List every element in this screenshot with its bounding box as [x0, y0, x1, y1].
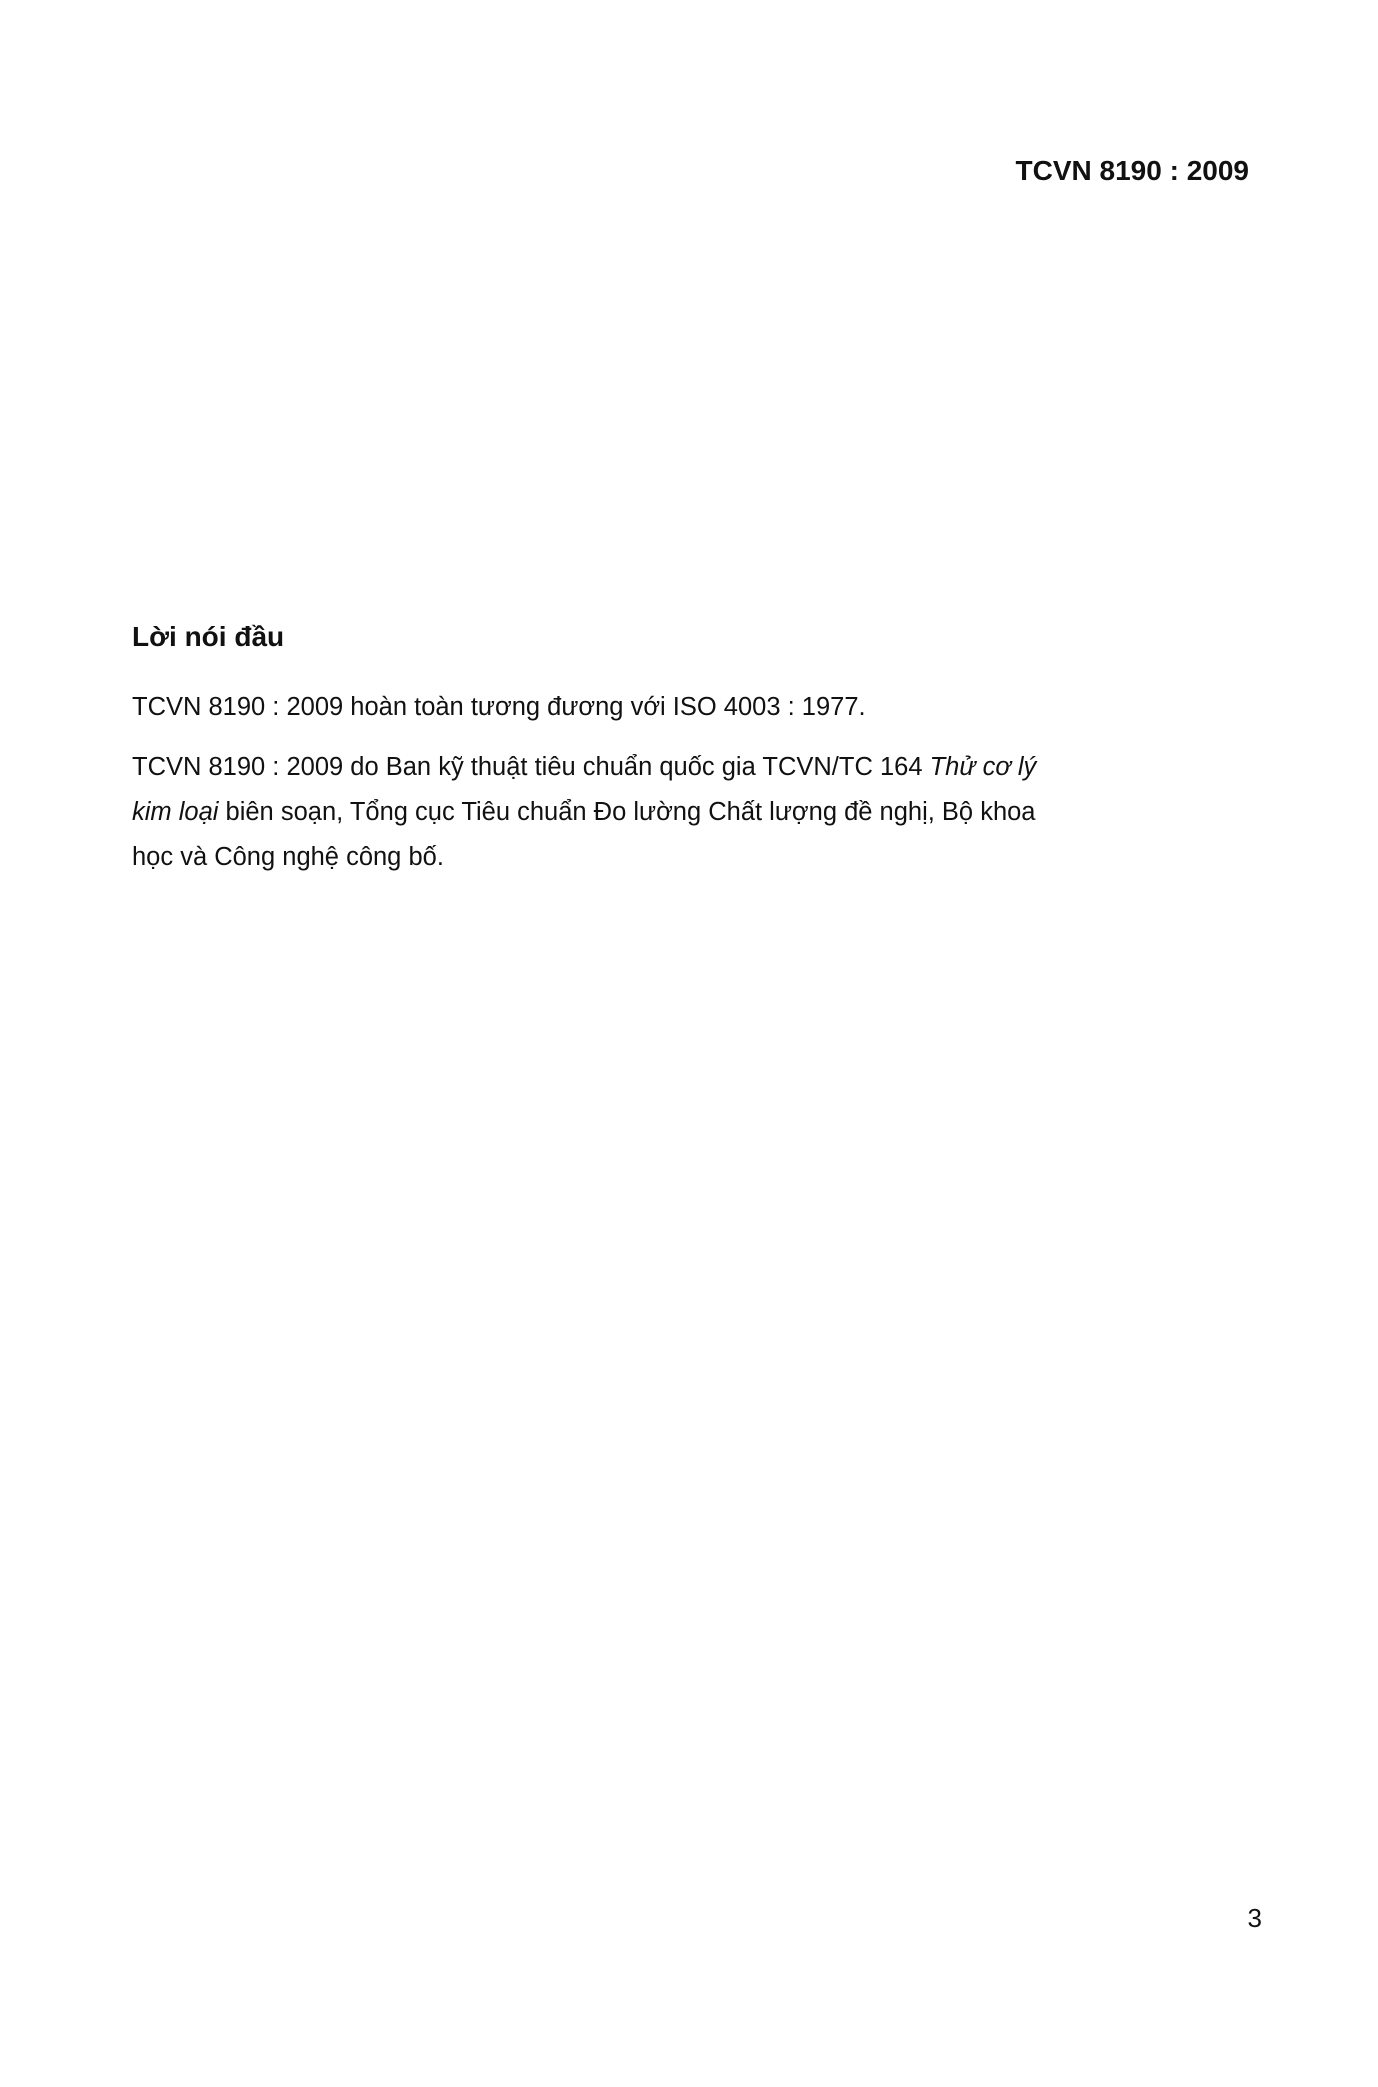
paragraph-text: biên soạn, Tổng cục Tiêu chuẩn Đo lường Chất lượng đề nghị, Bộ khoa [225, 798, 1036, 826]
italic-title-text: Thử cơ lý [929, 753, 1037, 781]
paragraph-line [132, 790, 1036, 835]
paragraph-line [132, 745, 1036, 790]
foreword-title: Lời nói đầu [132, 621, 285, 652]
foreword-paragraph-2 [132, 745, 1036, 880]
foreword-paragraph-1: TCVN 8190 : 2009 hoàn toàn tương đương với ISO 4003 : 1977. [132, 693, 866, 721]
paragraph-text: học và Công nghệ công bố. [132, 843, 444, 871]
page-number: 3 [1247, 1903, 1262, 1933]
italic-title-text: kim loại [132, 798, 219, 826]
paragraph-text: TCVN 8190 : 2009 do Ban kỹ thuật tiêu chuẩn quốc gia TCVN/TC 164 [132, 753, 923, 781]
paragraph-line [132, 835, 1036, 880]
document-code-header: TCVN 8190 : 2009 [1015, 155, 1249, 186]
